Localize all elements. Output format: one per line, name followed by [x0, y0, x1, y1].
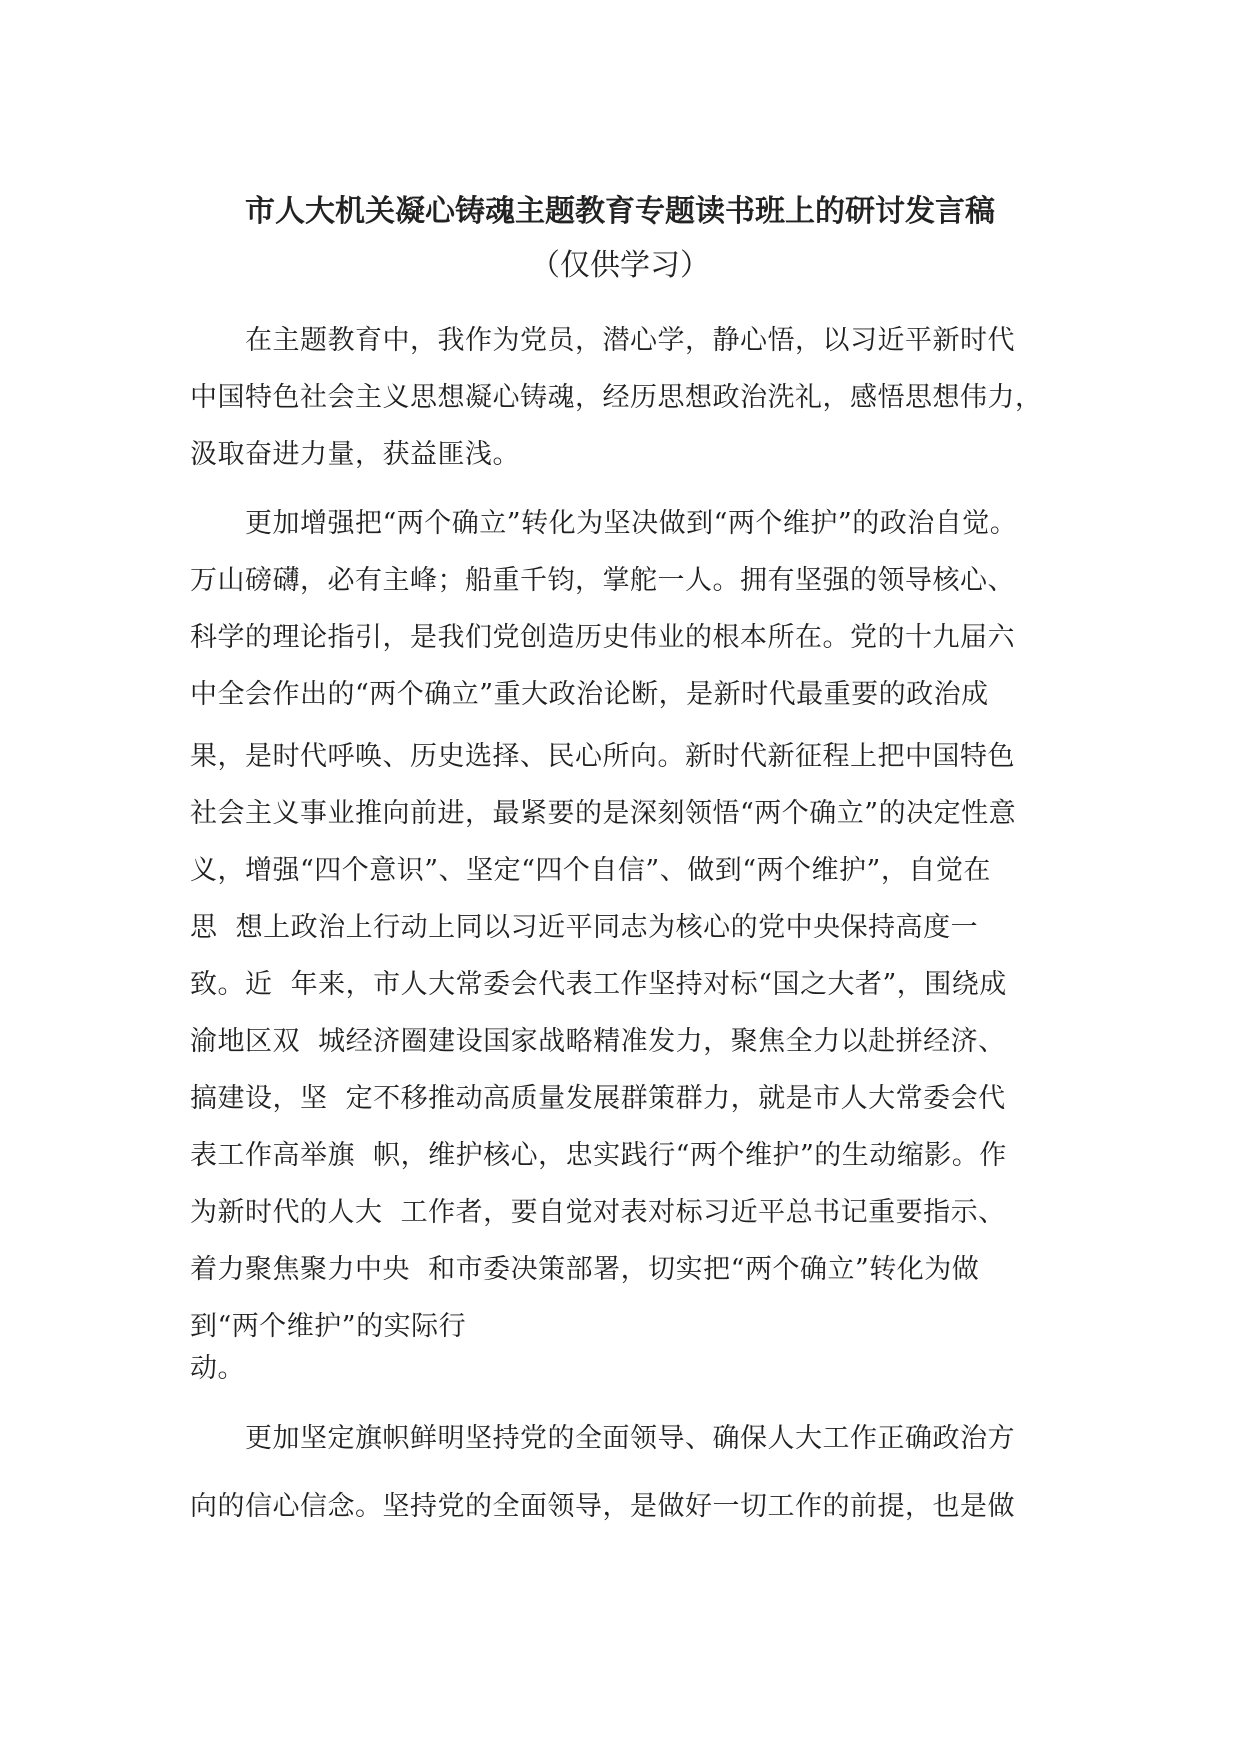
document-title: 市人大机关凝心铸魂主题教育专题读书班上的研讨发言稿: [245, 194, 995, 229]
body-line: 汲取奋进力量，获益匪浅。: [190, 439, 520, 470]
body-line: 思 想上政治上行动上同以习近平同志为核心的党中央保持高度一: [190, 912, 979, 943]
body-line: 致。近 年来，市人大常委会代表工作坚持对标“国之大者”，围绕成: [190, 969, 1007, 1000]
body-line: 中国特色社会主义思想凝心铸魂，经历思想政治洗礼，感悟思想伟力，: [190, 382, 1043, 413]
body-line: 果，是时代呼唤、历史选择、民心所向。新时代新征程上把中国特色: [190, 741, 1015, 772]
body-line: 万山磅礴，必有主峰；船重千钧，掌舵一人。拥有坚强的领导核心、: [190, 565, 1015, 596]
body-line: 动。: [190, 1353, 245, 1384]
body-line: 更加坚定旗帜鲜明坚持党的全面领导、确保人大工作正确政治方: [190, 1423, 1015, 1454]
body-line: 表工作高举旗 帜，维护核心，忠实践行“两个维护”的生动缩影。作: [190, 1140, 1007, 1171]
body-line: 科学的理论指引，是我们党创造历史伟业的根本所在。党的十九届六: [190, 622, 1015, 653]
body-line: 更加增强把“两个确立”转化为坚决做到“两个维护”的政治自觉。: [190, 508, 1018, 539]
body-line: 向的信心信念。坚持党的全面领导，是做好一切工作的前提，也是做: [190, 1491, 1015, 1522]
body-line: 在主题教育中，我作为党员，潜心学，静心悟，以习近平新时代: [190, 325, 1015, 356]
document-subtitle: （仅供学习）: [530, 248, 710, 283]
body-line: 中全会作出的“两个确立”重大政治论断，是新时代最重要的政治成: [190, 679, 989, 710]
body-line: 社会主义事业推向前进，最紧要的是深刻领悟“两个确立”的决定性意: [190, 798, 1017, 829]
body-line: 到“两个维护”的实际行: [190, 1311, 467, 1342]
body-line: 搞建设，坚 定不移推动高质量发展群策群力，就是市人大常委会代: [190, 1083, 1006, 1114]
body-line: 为新时代的人大 工作者，要自觉对表对标习近平总书记重要指示、: [190, 1197, 1006, 1228]
body-line: 着力聚焦聚力中央 和市委决策部署，切实把“两个确立”转化为做: [190, 1254, 980, 1285]
body-line: 渝地区双 城经济圈建设国家战略精准发力，聚焦全力以赴拼经济、: [190, 1026, 1006, 1057]
body-line: 义，增强“四个意识”、坚定“四个自信”、做到“两个维护”，自觉在: [190, 855, 991, 886]
